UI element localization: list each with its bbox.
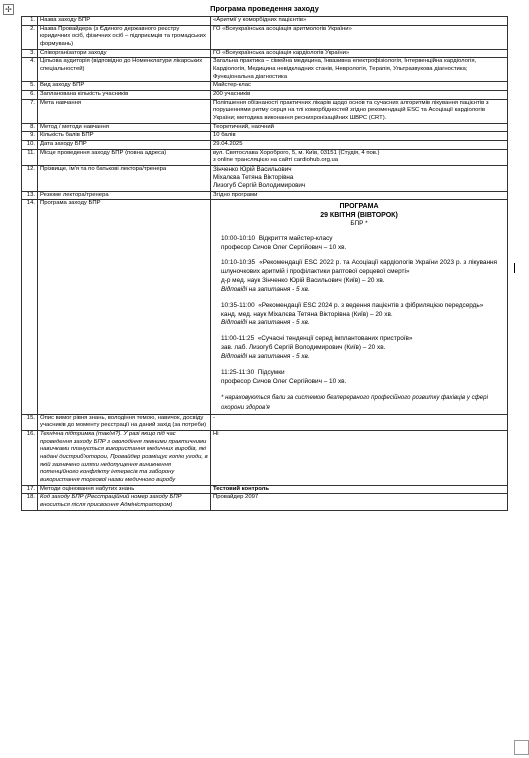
session-time: 10:10-10:35 bbox=[221, 259, 256, 267]
row-label: Методи оцінювання набутих знань bbox=[38, 485, 211, 494]
venue-online: з online трансляцією на сайті cardiohub.org.ua bbox=[213, 157, 339, 164]
table-row bbox=[22, 91, 508, 100]
row-label: Вид заходу БПР bbox=[38, 82, 211, 91]
table-row bbox=[22, 82, 508, 91]
row-number: 14. bbox=[22, 200, 38, 414]
row-label: Прізвище, ім'я та по батькові лектора/тренера bbox=[38, 166, 211, 192]
table-row bbox=[22, 200, 508, 414]
table-row bbox=[22, 141, 508, 150]
row-label: Технічна підтримка (так/ні?). У разі якщо під час проведення заходу БПР з оволодіння певними практичними навичками планується використання медичних виробів, які надані дистриб'юторои, Провайдер розміщує копію угоди, в якій зазначено шляхи недопущення виникнення потенційного конфлікту інтересів та заборону використання торгової назви медичного виробу bbox=[38, 431, 211, 486]
row-number: 4. bbox=[22, 58, 38, 82]
row-value[interactable]: Теоретичний, наочний bbox=[211, 123, 508, 132]
session-time: 10:00-10:10 bbox=[221, 234, 256, 242]
session bbox=[213, 235, 505, 253]
row-label: Цільова аудиторія (відповідно до Номенклатури лікарських спеціальностей) bbox=[38, 58, 211, 82]
session-time: 11:00-11:25 bbox=[221, 335, 255, 343]
row-label: Назва Провайдера (з Єдиного державного реєстру юридичних осіб, фізичних осіб – підприємців та громадських формувань) bbox=[38, 25, 211, 49]
lecturer-name: Міхалєва Тетяна Вікторівна bbox=[213, 174, 294, 182]
lecturer-name: Лизогуб Сергій Володимирович bbox=[213, 182, 306, 190]
row-value[interactable] bbox=[211, 149, 508, 165]
table-row bbox=[22, 132, 508, 141]
row-value[interactable]: ГО «Всеукраїнська асоціація кардіологів України» bbox=[211, 49, 508, 58]
row-number: 12. bbox=[22, 166, 38, 192]
table-row bbox=[22, 414, 508, 430]
row-number: 11. bbox=[22, 149, 38, 165]
program-footnote: * нараховуються бали за системою безперервного професійного розвитку фахівців у сфері охорони здоров'я bbox=[221, 394, 488, 411]
program-cell[interactable] bbox=[211, 200, 508, 414]
row-value[interactable]: «Аритмії у коморбідних пацієнтів» bbox=[211, 17, 508, 26]
session-speaker: професор Сичов Олег Сергійович – 10 хв. bbox=[221, 243, 347, 251]
row-value[interactable]: ГО «Всеукраїнська асоціація аритмологів України» bbox=[211, 25, 508, 49]
table-row bbox=[22, 485, 508, 494]
row-value[interactable]: Провайдер 2097 bbox=[211, 494, 508, 510]
table-row bbox=[22, 49, 508, 58]
row-label: Мета навчання bbox=[38, 99, 211, 123]
program-heading: ПРОГРАМА bbox=[339, 203, 379, 211]
program-subheading: БПР * bbox=[350, 220, 368, 228]
session-qa: Відповіді на запитання - 5 хв. bbox=[221, 285, 310, 293]
table-row bbox=[22, 123, 508, 132]
row-number: 1. bbox=[22, 17, 38, 26]
session-time: 11:25-11:30 bbox=[221, 368, 255, 376]
lecturer-name: Зінченко Юрій Васильович bbox=[213, 166, 292, 174]
row-label: Співорганізатори заходу bbox=[38, 49, 211, 58]
program-date: 29 КВІТНЯ (ВІВТОРОК) bbox=[320, 212, 398, 220]
row-label: Програма заходу БПР bbox=[38, 200, 211, 414]
session-title: «Сучасні тенденції серед імплантованих пристроїв» bbox=[257, 335, 413, 343]
row-number: 3. bbox=[22, 49, 38, 58]
row-value[interactable]: Згідно програми bbox=[211, 191, 508, 200]
row-label: Запланована кількість учасників bbox=[38, 91, 211, 100]
row-number: 9. bbox=[22, 132, 38, 141]
row-number: 17. bbox=[22, 485, 38, 494]
session bbox=[213, 335, 505, 361]
venue-address: вул. Святославa Хороброго, 5, м. Київ, 03151 (Студія, 4 пов.) bbox=[213, 149, 380, 156]
program-table bbox=[21, 16, 508, 511]
table-move-handle-icon[interactable]: ✢ bbox=[3, 4, 14, 15]
row-label: Дата заходу БПР bbox=[38, 141, 211, 150]
row-number: 10. bbox=[22, 141, 38, 150]
row-number: 16. bbox=[22, 431, 38, 486]
row-label: Місце проведення заходу БПР (повна адреса) bbox=[38, 149, 211, 165]
row-value[interactable]: - bbox=[211, 414, 508, 430]
row-label: Назва заходу БПР bbox=[38, 17, 211, 26]
row-number: 6. bbox=[22, 91, 38, 100]
row-value[interactable]: 10 балів bbox=[211, 132, 508, 141]
table-row bbox=[22, 166, 508, 192]
row-value[interactable]: Тестовий контроль bbox=[211, 485, 508, 494]
table-row bbox=[22, 25, 508, 49]
session-speaker: д-р мед. наук Зінченко Юрій Васильович (Київ) – 20 хв. bbox=[221, 277, 385, 285]
session bbox=[213, 369, 505, 387]
session-qa: Відповіді на запитання - 5 хв. bbox=[221, 352, 310, 360]
row-value[interactable]: Загальна практика – сімейна медицина, Інвазивна електрофізіологія, Інтервенційна кардіологія, Кардіологія, Медицина невідкладних станів, Неврологія, Терапія, Ультразвукова діагностика; Функціональна діагностика bbox=[211, 58, 508, 82]
session bbox=[213, 302, 505, 328]
table-row bbox=[22, 58, 508, 82]
session-speaker: професор Сичов Олег Сергійович – 10 хв. bbox=[221, 377, 347, 385]
table-row bbox=[22, 149, 508, 165]
session bbox=[213, 259, 505, 294]
table-row bbox=[22, 494, 508, 510]
row-label: Код заходу БПР (Реєстраційний номер заходу БПР вноситься після присвоєння Адміністратором) bbox=[38, 494, 211, 510]
row-value[interactable]: 29.04.2025 bbox=[211, 141, 508, 150]
resize-handle-icon[interactable] bbox=[514, 740, 529, 755]
row-value[interactable]: Ні bbox=[211, 431, 508, 486]
row-label: Опис вимог рівня знань, володіння темою, навичок, досвіду учасників до моменту реєстрації на даний захід (за потреби) bbox=[38, 414, 211, 430]
row-number: 2. bbox=[22, 25, 38, 49]
session-title: «Рекомендації ESC 2024 р. з ведення пацієнтів з фібриляцією передсердь» bbox=[258, 301, 484, 309]
row-number: 13. bbox=[22, 191, 38, 200]
session-title: Підсумки bbox=[257, 368, 285, 376]
row-label: Резюме лектора/тренера bbox=[38, 191, 211, 200]
page-title: Програма проведення заходу bbox=[210, 4, 319, 13]
table-row bbox=[22, 191, 508, 200]
session-speaker: зав. лаб. Лизогуб Сергій Володимирович (Київ) – 20 хв. bbox=[221, 344, 386, 352]
session-title: «Рекомендації ESC 2022 р. та Асоціації кардіологів України 2023 р. з лікування шлуночкових аритмій і профілактики раптової серцевої смерті» bbox=[221, 259, 497, 276]
session-title: Відкриття майстер-класу bbox=[258, 234, 333, 242]
row-number: 15. bbox=[22, 414, 38, 430]
row-number: 18. bbox=[22, 494, 38, 510]
table-row bbox=[22, 431, 508, 486]
row-value[interactable]: 200 учасників bbox=[211, 91, 508, 100]
row-number: 7. bbox=[22, 99, 38, 123]
table-row bbox=[22, 99, 508, 123]
row-number: 8. bbox=[22, 123, 38, 132]
row-value[interactable]: Поліпшення обізнаності практичних лікарів щодо основ та сучасних алгоритмів лікування пацієнтів з порушеннями ритму серця на тлі коморбідностей згідно рекомендацій ESC та Асоціації кардіологів України; методика виконання реснихронізаційних ШВРС (CRT). bbox=[211, 99, 508, 123]
session-qa: Відповіді на запитання - 5 хв. bbox=[221, 319, 310, 327]
row-value[interactable] bbox=[211, 166, 508, 192]
row-label: Кількість балів БПР bbox=[38, 132, 211, 141]
row-number: 5. bbox=[22, 82, 38, 91]
row-label: Метод / методи навчання bbox=[38, 123, 211, 132]
session-time: 10:35-11:00 bbox=[221, 301, 255, 309]
text-cursor bbox=[514, 263, 515, 273]
table-row bbox=[22, 17, 508, 26]
session-speaker: канд. мед. наук Міхалєва Тетяна Вікторівна (Київ) – 20 хв. bbox=[221, 310, 393, 318]
row-value[interactable]: Майстер-клас bbox=[211, 82, 508, 91]
